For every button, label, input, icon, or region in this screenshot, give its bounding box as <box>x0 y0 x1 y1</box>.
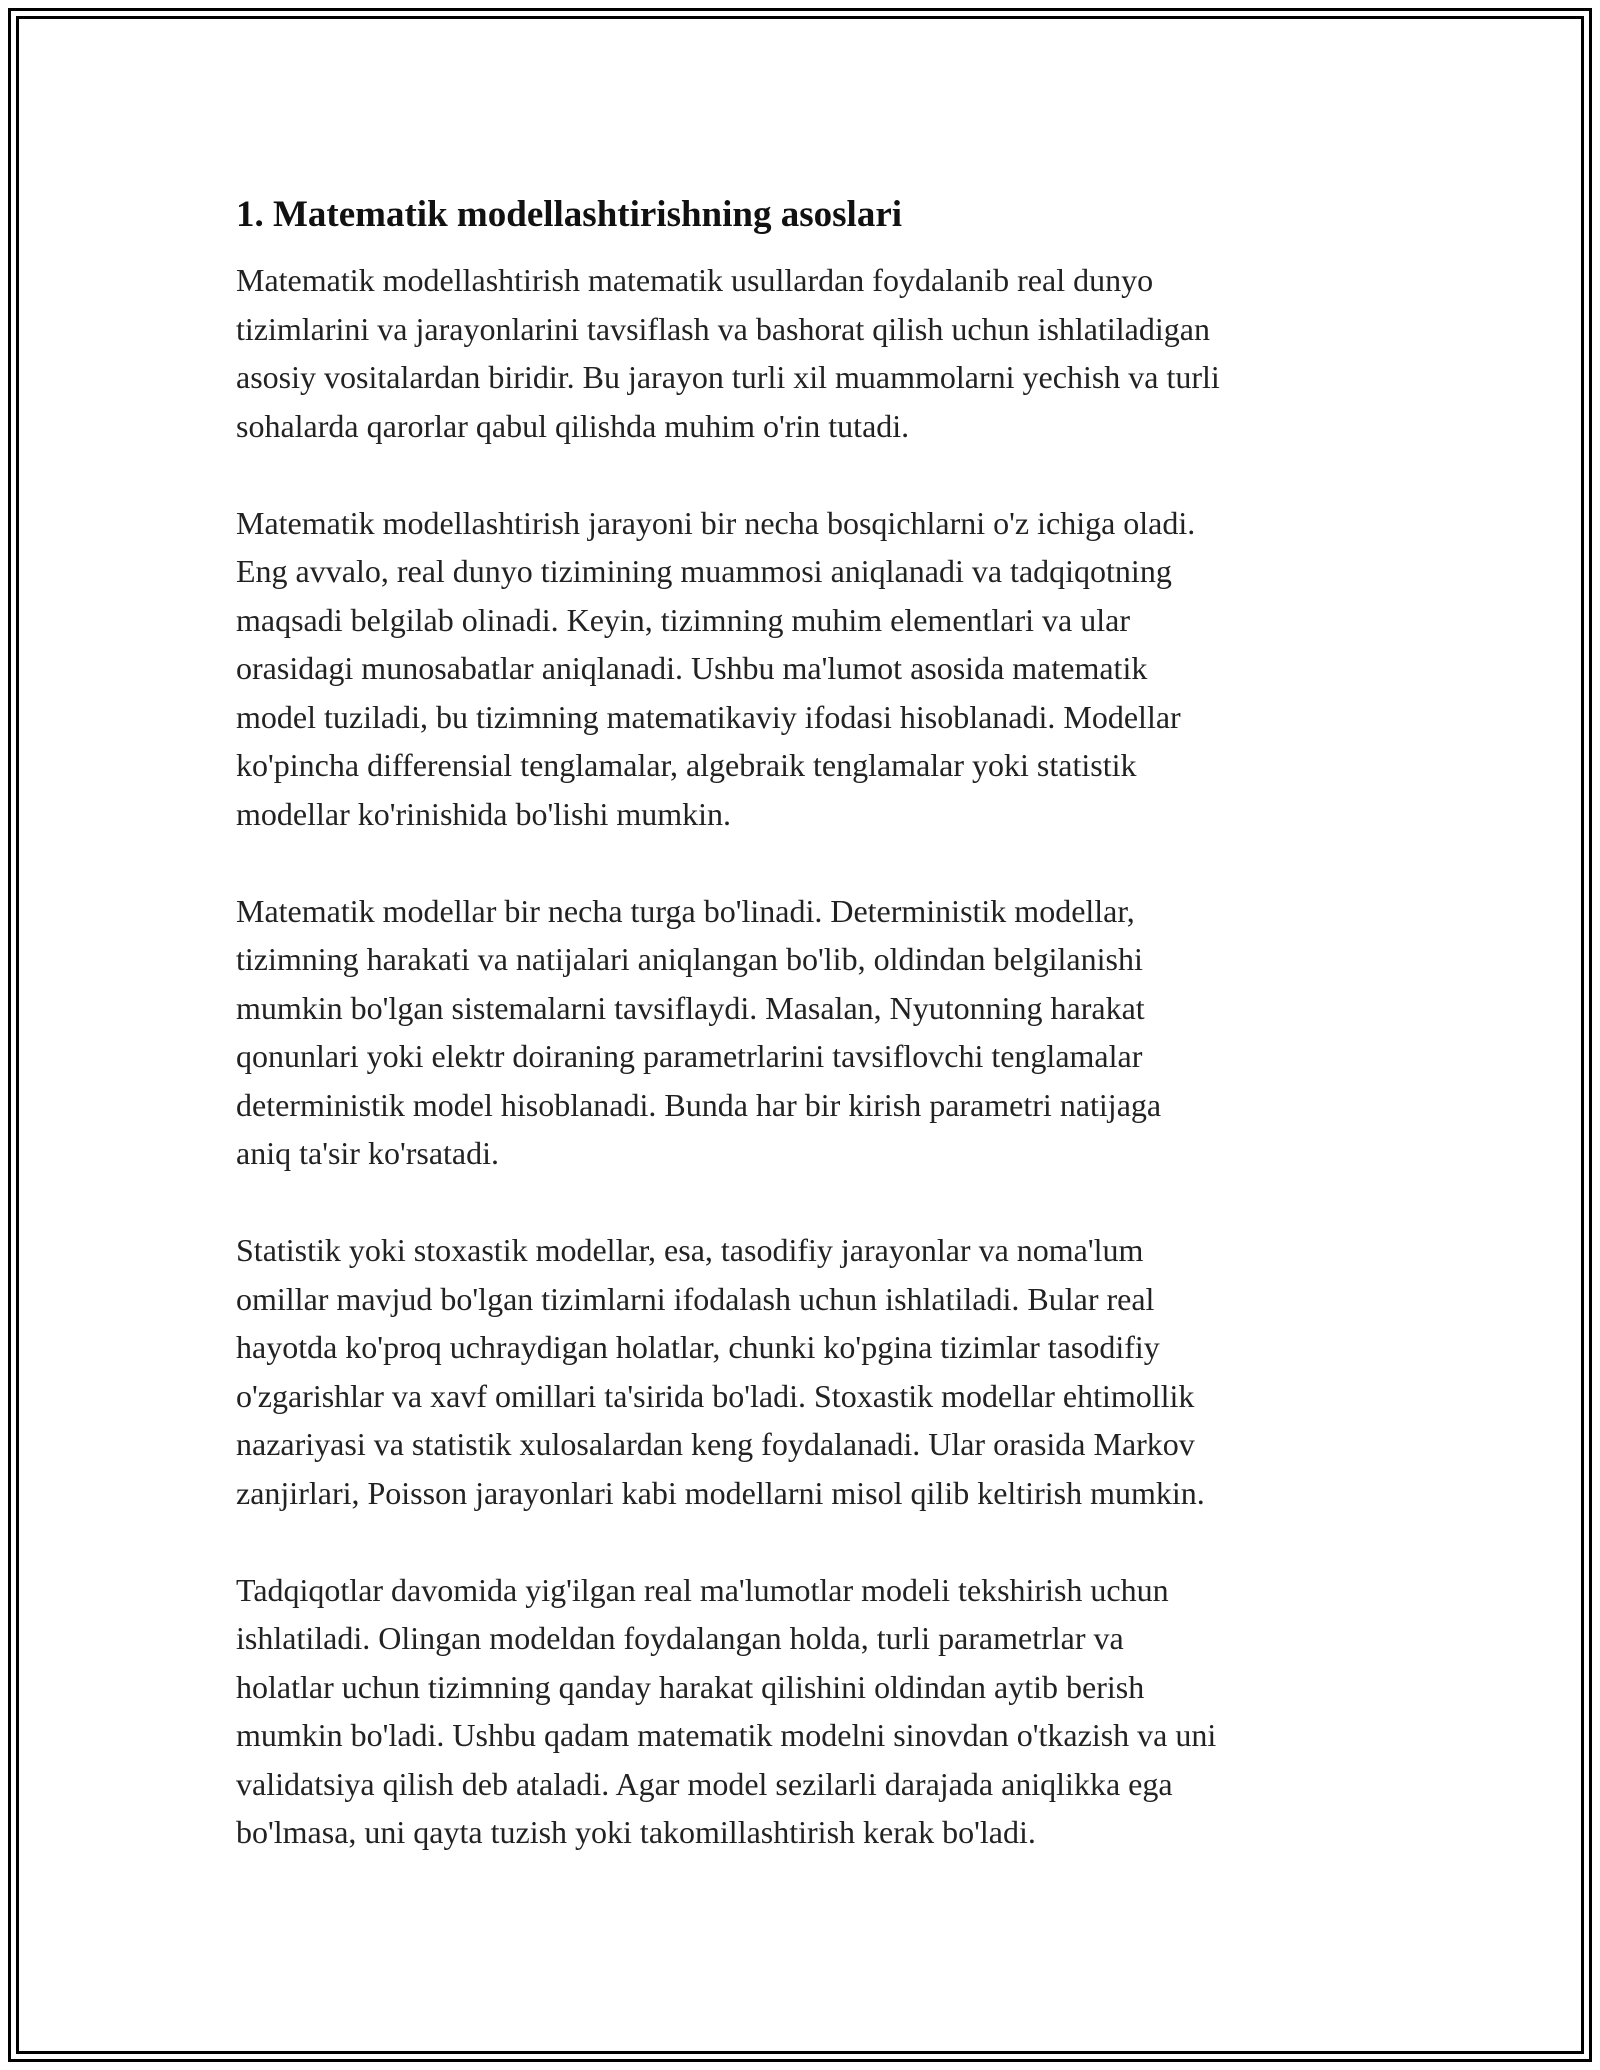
paragraph-line: Matematik modellashtirish matematik usullardan foydalanib real dunyo <box>236 262 1154 298</box>
paragraph-line: qonunlari yoki elektr doiraning parametrlarini tavsiflovchi tenglamalar <box>236 1038 1143 1074</box>
paragraph-line: holatlar uchun tizimning qanday harakat qilishini oldindan aytib berish <box>236 1668 1145 1705</box>
paragraph-line: Tadqiqotlar davomida yig'ilgan real ma'lumotlar modeli tekshirish uchun <box>236 1571 1169 1608</box>
paragraph-line: asosiy vositalardan biridir. Bu jarayon turli xil muammolarni yechish va turli <box>236 359 1220 395</box>
paragraph-line: Statistik yoki stoxastik modellar, esa, tasodifiy jarayonlar va noma'lum <box>236 1232 1144 1268</box>
paragraph-line: sohalarda qarorlar qabul qilishda muhim o'rin tutadi. <box>236 407 910 444</box>
paragraph-line: bo'lmasa, uni qayta tuzish yoki takomillashtirish kerak bo'ladi. <box>236 1814 1036 1850</box>
paragraph-line: model tuziladi, bu tizimning matematikaviy ifodasi hisoblanadi. Modellar <box>236 698 1181 735</box>
paragraph-line: aniq ta'sir ko'rsatadi. <box>236 1135 500 1171</box>
section-title: 1. Matematik modellashtirishning asoslari <box>236 194 903 235</box>
paragraph-line: maqsadi belgilab olinadi. Keyin, tizimning muhim elementlari va ular <box>236 601 1130 638</box>
paragraph-line: Eng avvalo, real dunyo tizimining muammosi aniqlanadi va tadqiqotning <box>236 553 1172 589</box>
paragraph-line: o'zgarishlar va xavf omillari ta'sirida bo'ladi. Stoxastik modellar ehtimollik <box>236 1377 1195 1414</box>
paragraph-line: tizimlarini va jarayonlarini tavsiflash va bashorat qilish uchun ishlatiladigan <box>236 310 1210 347</box>
paragraph-line: validatsiya qilish deb ataladi. Agar model sezilarli darajada aniqlikka ega <box>236 1765 1173 1802</box>
paragraph-line: mumkin bo'lgan sistemalarni tavsiflaydi. Masalan, Nyutonning harakat <box>236 989 1145 1026</box>
paragraph-line: orasidagi munosabatlar aniqlanadi. Ushbu ma'lumot asosida matematik <box>236 650 1148 686</box>
document-body <box>236 186 1366 1905</box>
paragraph-line: Matematik modellar bir necha turga bo'linadi. Deterministik modellar, <box>236 892 1135 929</box>
paragraph-line: deterministik model hisoblanadi. Bunda har bir kirish parametri natijaga <box>236 1086 1162 1123</box>
paragraph-2 <box>236 499 1366 839</box>
paragraph-line: mumkin bo'ladi. Ushbu qadam matematik modelni sinovdan o'tkazish va uni <box>236 1717 1217 1753</box>
paragraph-line: ko'pincha differensial tenglamalar, algebraik tenglamalar yoki statistik <box>236 747 1137 783</box>
paragraph-line: modellar ko'rinishida bo'lishi mumkin. <box>236 795 732 832</box>
paragraph-line: zanjirlari, Poisson jarayonlari kabi modellarni misol qilib keltirish mumkin. <box>236 1474 1205 1511</box>
paragraph-4 <box>236 1226 1366 1517</box>
paragraph-line: nazariyasi va statistik xulosalardan keng foydalanadi. Ular orasida Markov <box>236 1426 1195 1462</box>
paragraph-3 <box>236 887 1366 1178</box>
paragraph-line: omillar mavjud bo'lgan tizimlarni ifodalash uchun ishlatiladi. Bular real <box>236 1280 1155 1317</box>
paragraph-5 <box>236 1566 1366 1857</box>
paragraph-line: ishlatiladi. Olingan modeldan foydalangan holda, turli parametrlar va <box>236 1620 1124 1656</box>
paragraph-line: tizimning harakati va natijalari aniqlangan bo'lib, oldindan belgilanishi <box>236 941 1143 977</box>
paragraph-line: Matematik modellashtirish jarayoni bir necha bosqichlarni o'z ichiga oladi. <box>236 504 1196 541</box>
paragraph-1 <box>236 256 1366 450</box>
paragraph-line: hayotda ko'proq uchraydigan holatlar, chunki ko'pgina tizimlar tasodifiy <box>236 1329 1160 1365</box>
